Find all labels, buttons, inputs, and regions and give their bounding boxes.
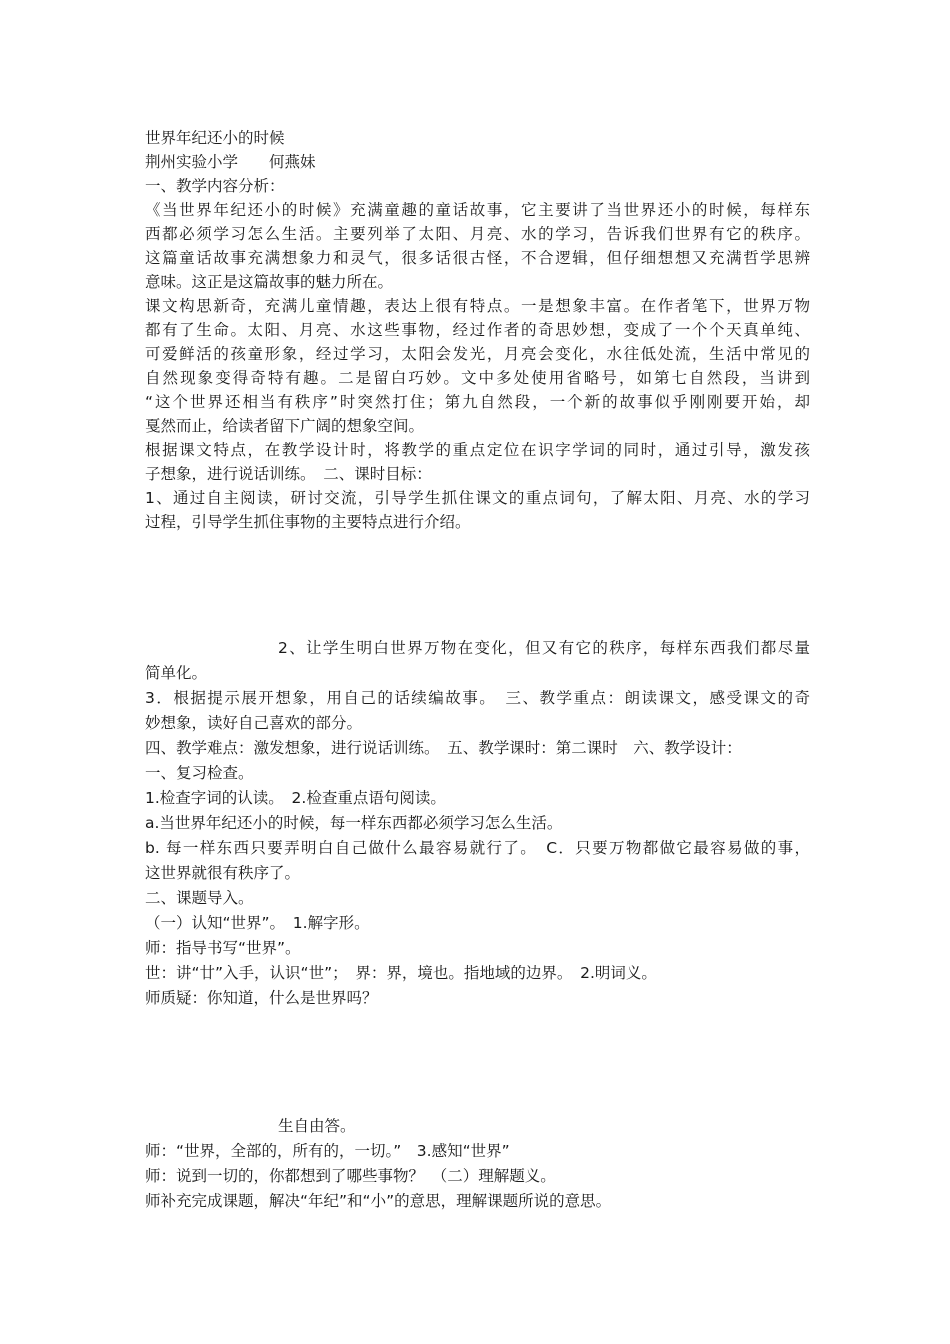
teacher-line: 师补充完成课题，解决“年纪”和“小”的意思，理解课题所说的意思。 (145, 1192, 612, 1210)
author-line: 荆州实验小学 何燕妹 (145, 153, 316, 171)
goal-line: 1、通过自主阅读，研讨交流，引导学生抓住课文的重点词句，了解太阳、月亮、水的学习 (145, 489, 810, 507)
sentence-bc: b. 每一样东西只要弄明白自己做什么最容易就行了。 C．只要万物都做它最容易做的事， (145, 839, 810, 857)
goal-line: 过程，引导学生抓住事物的主要特点进行介绍。 (145, 513, 471, 531)
paragraph-line: 戛然而止，给读者留下广阔的想象空间。 (145, 417, 425, 435)
paragraph-line: 都有了生命。太阳、月亮、水这些事物，经过作者的奇思妙想，变成了一个个天真单纯、 (145, 321, 810, 339)
goal-line: 3．根据提示展开想象，用自己的话续编故事。 三、教学重点：朗读课文，感受课文的奇 (145, 689, 810, 707)
goal-line: 2、让学生明白世界万物在变化，但又有它的秩序，每样东西我们都尽量 (278, 639, 810, 657)
paragraph-line: 《当世界年纪还小的时候》充满童趣的童话故事，它主要讲了当世界还小的时候，每样东 (145, 201, 810, 219)
sentence-a: a.当世界年纪还小的时候，每一样东西都必须学习怎么生活。 (145, 814, 563, 832)
document-title: 世界年纪还小的时候 (145, 129, 285, 147)
paragraph-line: 可爱鲜活的孩童形象，经过学习，太阳会发光，月亮会变化，水往低处流，生活中常见的 (145, 345, 810, 363)
teacher-line: 师：“世界，全部的，所有的，一切。” 3.感知“世界” (145, 1142, 510, 1160)
section-heading-content-analysis: 一、教学内容分析： (145, 177, 285, 195)
intro-line: 师：指导书写“世界”。 (145, 939, 301, 957)
intro-line: （一）认知“世界”。 1.解字形。 (145, 914, 370, 932)
goal-line: 简单化。 (145, 664, 208, 682)
paragraph-line: 意味。这正是这篇故事的魅力所在。 (145, 273, 394, 291)
teacher-line: 师：说到一切的，你都想到了哪些事物？ （二）理解题义。 (145, 1167, 556, 1185)
intro-line: 世：讲“廿”入手，认识“世”； 界：界，境也。指地域的边界。 2.明词义。 (145, 964, 657, 982)
answer-line: 生自由答。 (278, 1117, 356, 1135)
paragraph-line: 根据课文特点，在教学设计时，将教学的重点定位在识字学词的同时，通过引导，激发孩 (145, 441, 810, 459)
goal-line: 妙想象，读好自己喜欢的部分。 (145, 714, 363, 732)
section-heading-intro: 二、课题导入。 (145, 889, 254, 907)
paragraph-line: 课文构思新奇，充满儿童情趣，表达上很有特点。一是想象丰富。在作者笔下，世界万物 (145, 297, 810, 315)
review-items: 1.检查字词的认读。 2.检查重点语句阅读。 (145, 789, 446, 807)
paragraph-line: 这篇童话故事充满想象力和灵气，很多话很古怪，不合逻辑，但仔细想想又充满哲学思辨 (145, 249, 810, 267)
paragraph-line: 自然现象变得奇特有趣。二是留白巧妙。文中多处使用省略号，如第七自然段，当讲到 (145, 369, 810, 387)
paragraph-line: 西都必须学习怎么生活。主要列举了太阳、月亮、水的学习，告诉我们世界有它的秩序。 (145, 225, 810, 243)
sentence-bc: 这世界就很有秩序了。 (145, 864, 301, 882)
difficulty-line: 四、教学难点：激发想象，进行说话训练。 五、教学课时：第二课时 六、教学设计： (145, 739, 742, 757)
intro-line: 师质疑：你知道，什么是世界吗？ (145, 989, 378, 1007)
section-heading-review: 一、复习检查。 (145, 764, 254, 782)
paragraph-line: 子想象，进行说话训练。 二、课时目标： (145, 465, 432, 483)
paragraph-line: “这个世界还相当有秩序”时突然打住；第九自然段，一个新的故事似乎刚刚要开始，却 (145, 393, 810, 411)
